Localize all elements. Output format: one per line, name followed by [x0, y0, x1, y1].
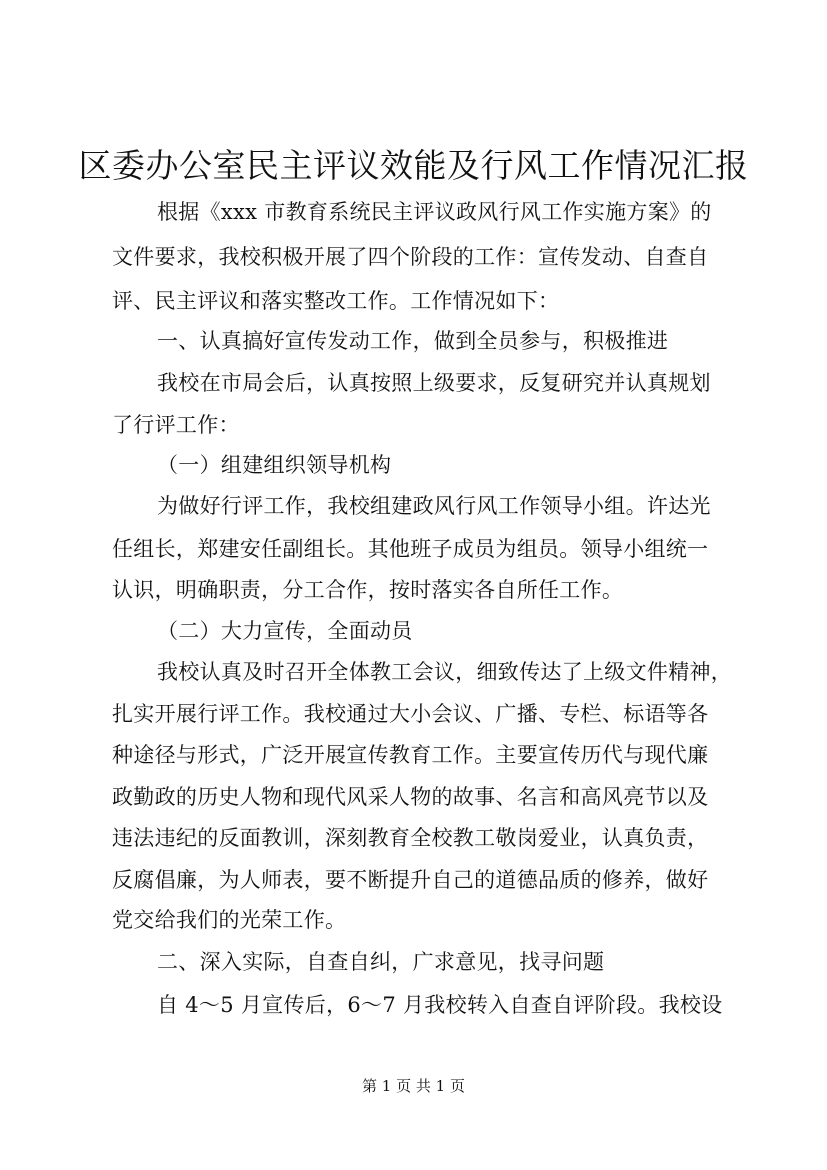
- paragraph-line: 我校认真及时召开全体教工会议，细致传达了上级文件精神，: [157, 660, 733, 684]
- paragraph-line: 反腐倡廉，为人师表，要不断提升自己的道德品质的修养，做好: [112, 868, 709, 892]
- paragraph-line: 扎实开展行评工作。我校通过大小会议、广播、专栏、标语等各: [112, 702, 709, 726]
- paragraph-line: 种途径与形式，广泛开展宣传教育工作。主要宣传历代与现代廉: [112, 743, 709, 767]
- paragraph-line: 我校在市局会后，认真按照上级要求，反复研究并认真规划: [157, 371, 711, 395]
- paragraph-line: 任组长，郑建安任副组长。其他班子成员为组员。领导小组统一: [112, 537, 709, 561]
- paragraph-line: 党交给我们的光荣工作。: [112, 908, 347, 932]
- paragraph-line: 了行评工作：: [112, 413, 240, 437]
- paragraph-line: 政勤政的历史人物和现代风采人物的故事、名言和高风亮节以及: [112, 785, 709, 809]
- paragraph-line: 违法违纪的反面教训，深刻教育全校教工敬岗爱业，认真负责，: [112, 826, 709, 850]
- subsection-heading: （二）大力宣传，全面动员: [157, 619, 413, 643]
- section-heading: 一、认真搞好宣传发动工作，做到全员参与，积极推进: [157, 329, 669, 353]
- paragraph-line: 评、民主评议和落实整改工作。工作情况如下：: [112, 289, 560, 313]
- page-footer: 第 1 页 共 1 页: [362, 1077, 465, 1095]
- paragraph-line: 根据《xxx 市教育系统民主评议政风行风工作实施方案》的: [157, 200, 712, 224]
- paragraph-line: 自 4～5 月宣传后，6～7 月我校转入自查自评阶段。我校设: [157, 993, 723, 1017]
- section-heading: 二、深入实际，自查自纠，广求意见，找寻问题: [157, 950, 605, 974]
- paragraph-line: 文件要求，我校积极开展了四个阶段的工作：宣传发动、自查自: [112, 245, 709, 269]
- subsection-heading: （一）组建组织领导机构: [157, 453, 392, 477]
- paragraph-line: 认识，明确职责，分工合作，按时落实各自所任工作。: [112, 578, 624, 602]
- document-title: 区委办公室民主评议效能及行风工作情况汇报: [78, 146, 749, 185]
- paragraph-line: 为做好行评工作，我校组建政风行风工作领导小组。许达光: [157, 494, 711, 518]
